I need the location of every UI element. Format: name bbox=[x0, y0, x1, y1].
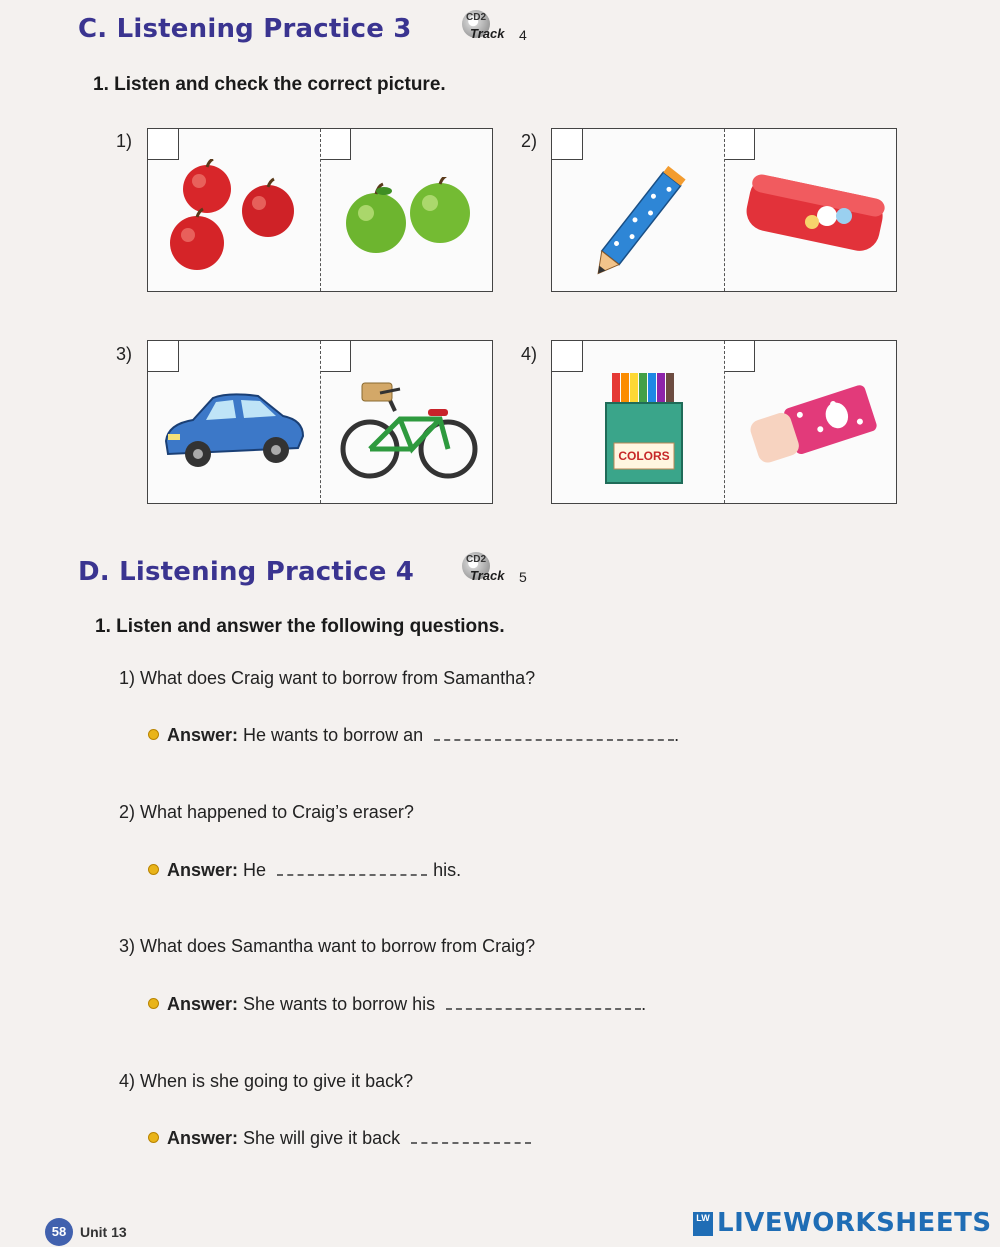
answer-2-after: his. bbox=[433, 860, 462, 880]
answer-label: Answer: bbox=[167, 994, 239, 1014]
section-c-title: C. Listening Practice 3 bbox=[78, 14, 412, 44]
divider bbox=[724, 129, 725, 291]
checkbox-3-left[interactable] bbox=[148, 341, 179, 372]
answer-2 bbox=[148, 860, 461, 881]
answer-1-after: . bbox=[674, 725, 680, 745]
answer-3-blank[interactable] bbox=[446, 994, 641, 1010]
question-3: 3) What does Samantha want to borrow from Craig? bbox=[119, 936, 536, 956]
picture-pair-2 bbox=[551, 128, 897, 292]
answer-label: Answer: bbox=[167, 725, 239, 745]
unit-label: Unit 13 bbox=[80, 1224, 127, 1240]
item-3-label: 3) bbox=[116, 344, 133, 364]
checkbox-2-right[interactable] bbox=[724, 129, 755, 160]
bicycle-icon bbox=[340, 371, 480, 486]
divider bbox=[724, 341, 725, 503]
green-apples-icon bbox=[336, 177, 481, 267]
checkbox-4-right[interactable] bbox=[724, 341, 755, 372]
checkbox-1-right[interactable] bbox=[320, 129, 351, 160]
track-number: 4 bbox=[519, 27, 527, 43]
answer-4 bbox=[148, 1128, 531, 1149]
page-number-badge: 58 bbox=[45, 1218, 73, 1246]
answer-1-blank[interactable] bbox=[434, 725, 674, 741]
bullet-icon bbox=[148, 864, 159, 875]
pencil-icon bbox=[582, 157, 702, 282]
crayon-box-text: COLORS bbox=[618, 449, 670, 463]
checkbox-2-left[interactable] bbox=[552, 129, 583, 160]
track-number: 5 bbox=[519, 569, 527, 585]
cd-label: CD2 bbox=[466, 12, 487, 23]
answer-4-before: She will give it back bbox=[243, 1128, 401, 1148]
bullet-icon bbox=[148, 998, 159, 1009]
bullet-icon bbox=[148, 729, 159, 740]
checkbox-4-left[interactable] bbox=[552, 341, 583, 372]
answer-3-before: She wants to borrow his bbox=[243, 994, 436, 1014]
crayons-box-icon bbox=[604, 369, 684, 485]
question-1: 1) What does Craig want to borrow from Samantha? bbox=[119, 668, 536, 688]
track-label: Track bbox=[470, 26, 505, 41]
question-4: 4) When is she going to give it back? bbox=[119, 1071, 414, 1091]
answer-2-before: He bbox=[243, 860, 267, 880]
divider bbox=[320, 341, 321, 503]
divider bbox=[320, 129, 321, 291]
bullet-icon bbox=[148, 1132, 159, 1143]
picture-pair-4 bbox=[551, 340, 897, 504]
red-apples-icon bbox=[163, 159, 308, 279]
car-icon bbox=[158, 386, 308, 476]
item-4-label: 4) bbox=[521, 344, 538, 364]
track-label: Track bbox=[470, 568, 505, 583]
item-1-label: 1) bbox=[116, 131, 133, 151]
answer-3-after: . bbox=[641, 994, 647, 1014]
answer-2-blank[interactable] bbox=[277, 860, 427, 876]
answer-label: Answer: bbox=[167, 1128, 239, 1148]
checkbox-1-left[interactable] bbox=[148, 129, 179, 160]
cd-track-badge-d bbox=[462, 552, 527, 586]
item-2-label: 2) bbox=[521, 131, 538, 151]
cd-label: CD2 bbox=[466, 554, 487, 565]
liveworksheets-logo bbox=[693, 1208, 993, 1240]
checkbox-3-right[interactable] bbox=[320, 341, 351, 372]
question-2: 2) What happened to Craig’s eraser? bbox=[119, 802, 414, 822]
liveworksheets-logo-icon: LW bbox=[693, 1212, 713, 1236]
eraser-icon bbox=[744, 381, 884, 471]
pencil-case-icon bbox=[742, 174, 887, 254]
answer-label: Answer: bbox=[167, 860, 239, 880]
picture-pair-3 bbox=[147, 340, 493, 504]
section-c-instruction: 1. Listen and check the correct picture. bbox=[93, 74, 446, 95]
answer-3 bbox=[148, 994, 646, 1015]
answer-1-before: He wants to borrow an bbox=[243, 725, 424, 745]
answer-1 bbox=[148, 725, 679, 746]
section-d-title: D. Listening Practice 4 bbox=[78, 557, 415, 587]
section-d-instruction: 1. Listen and answer the following questions. bbox=[95, 616, 505, 637]
answer-4-blank[interactable] bbox=[411, 1128, 531, 1144]
cd-track-badge-c bbox=[462, 10, 527, 44]
picture-pair-1 bbox=[147, 128, 493, 292]
liveworksheets-brand-text: LIVEWORKSHEETS bbox=[717, 1208, 992, 1238]
